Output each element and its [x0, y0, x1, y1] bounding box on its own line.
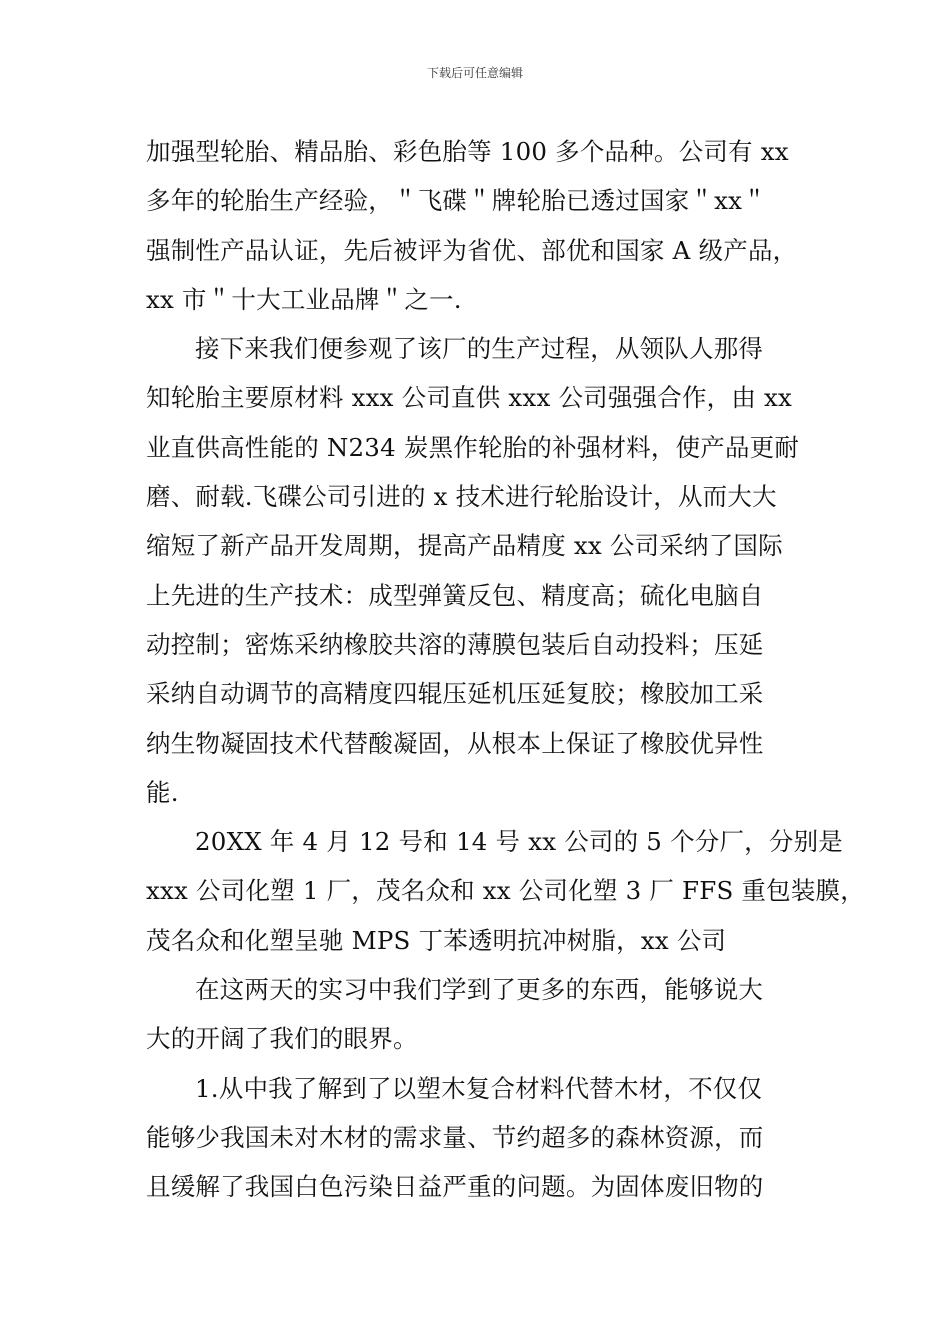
text-line: 加强型轮胎、精品胎、彩色胎等 100 多个品种。公司有 xx: [146, 137, 789, 166]
paragraph-first-line: 1.从中我了解到了以塑木复合材料代替木材，不仅仅: [195, 1073, 763, 1103]
text-line: 且缓解了我国白色污染日益严重的问题。为固体废旧物的: [146, 1172, 764, 1202]
text-line: 上先进的生产技术：成型弹簧反包、精度高；硫化电脑自: [146, 580, 764, 610]
text-line: 能够少我国未对木材的需求量、节约超多的森林资源，而: [146, 1122, 764, 1152]
text-line: 动控制；密炼采纳橡胶共溶的薄膜包装后自动投料；压延: [146, 629, 764, 659]
text-line: 大的开阔了我们的眼界。: [146, 1024, 418, 1054]
text-line: 采纳自动调节的高精度四辊压延机压延复胶；橡胶加工采: [146, 679, 764, 709]
text-line: 纳生物凝固技术代替酸凝固，从根本上保证了橡胶优异性: [146, 728, 764, 758]
text-line: 能.: [146, 777, 179, 807]
document-body: [146, 127, 865, 1212]
text-line: 强制性产品认证，先后被评为省优、部优和国家 A 级产品，: [146, 235, 798, 265]
paragraph-first-line: 20XX 年 4 月 12 号和 14 号 xx 公司的 5 个分厂，分别是: [195, 827, 843, 857]
text-line: 业直供高性能的 N234 炭黑作轮胎的补强材料，使产品更耐: [146, 432, 800, 462]
text-line: 茂名众和化塑呈驰 MPS 丁苯透明抗冲树脂，xx 公司: [146, 925, 727, 955]
paragraph-first-line: 接下来我们便参观了该厂的生产过程，从领队人那得: [195, 334, 764, 364]
text-line: 知轮胎主要原材料 xxx 公司直供 xxx 公司强强合作，由 xx: [146, 383, 793, 413]
text-line: xx 市＂十大工业品牌＂之一.: [146, 284, 462, 314]
text-line: 磨、耐载.飞碟公司引进的 x 技术进行轮胎设计，从而大大: [146, 482, 777, 512]
paragraph-first-line: 在这两天的实习中我们学到了更多的东西，能够说大: [195, 975, 764, 1005]
text-line: xxx 公司化塑 1 厂，茂名众和 xx 公司化塑 3 厂 FFS 重包装膜，: [146, 876, 865, 906]
text-line: 多年的轮胎生产经验，＂飞碟＂牌轮胎已透过国家＂xx＂: [146, 186, 767, 216]
page-header: 下载后可任意编辑: [426, 66, 523, 80]
text-line: 缩短了新产品开发周期，提高产品精度 xx 公司采纳了国际: [146, 531, 783, 561]
